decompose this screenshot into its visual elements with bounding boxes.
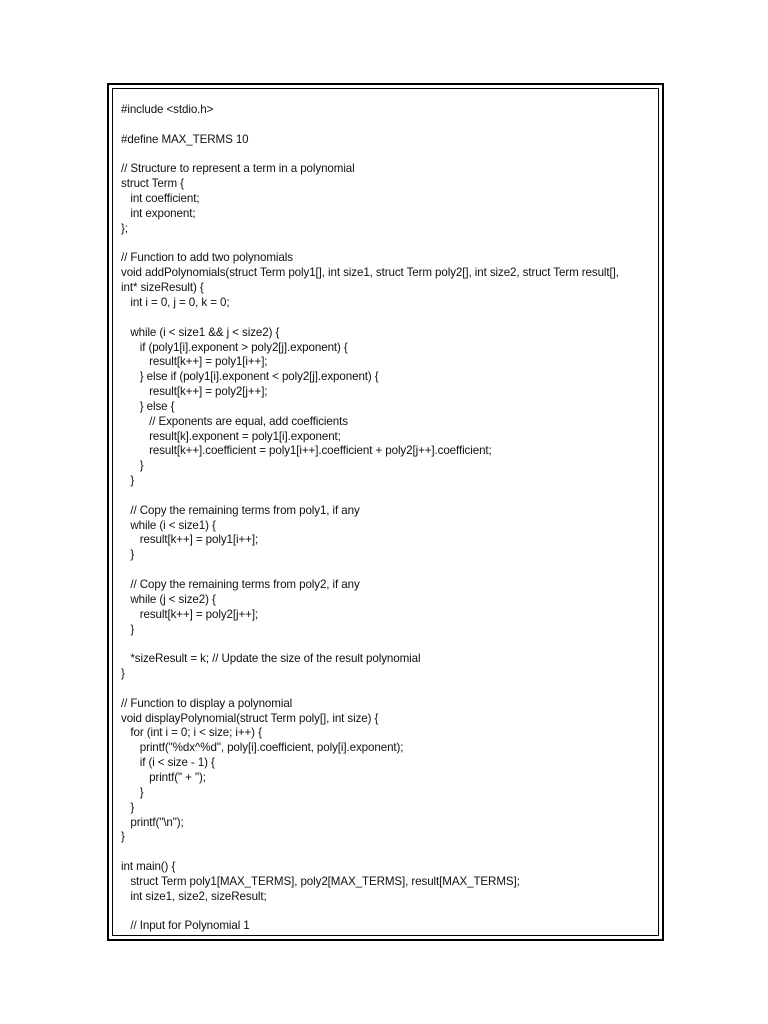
- code-line: printf("\n");: [121, 815, 184, 829]
- code-line: // Copy the remaining terms from poly2, if any: [121, 578, 360, 591]
- code-line: struct Term poly1[MAX_TERMS], poly2[MAX_TERMS], result[MAX_TERMS];: [121, 874, 520, 888]
- code-line: }: [121, 548, 135, 562]
- code-line: }: [121, 800, 135, 814]
- code-line: [121, 682, 656, 697]
- code-line: int* sizeResult) {: [121, 281, 204, 295]
- code-line: #include <stdio.h>: [121, 103, 214, 116]
- code-line: int coefficient;: [121, 192, 200, 206]
- code-line: result[k++].coefficient = poly1[i++].coefficient + poly2[j++].coefficient;: [121, 444, 492, 458]
- code-line: if (i < size - 1) {: [121, 756, 215, 770]
- code-line: result[k++] = poly2[j++];: [121, 607, 259, 621]
- page-inner-border: [112, 88, 659, 936]
- code-line: struct Term {: [121, 177, 184, 191]
- code-line: // Structure to represent a term in a polynomial: [121, 162, 355, 176]
- code-line: [121, 489, 656, 504]
- code-line: result[k++] = poly1[i++];: [121, 533, 259, 547]
- code-line: for (int i = 0; i < size; i++) {: [121, 726, 262, 740]
- code-line: #define MAX_TERMS 10: [121, 132, 249, 146]
- code-line: }: [121, 474, 135, 488]
- code-line: void addPolynomials(struct Term poly1[], int size1, struct Term poly2[], int size2, struct Term result[],: [121, 266, 619, 280]
- code-line: printf(" + ");: [121, 770, 206, 784]
- code-line: [121, 845, 656, 860]
- code-line: void displayPolynomial(struct Term poly[], int size) {: [121, 711, 379, 725]
- code-line: };: [121, 221, 128, 235]
- code-line: result[k++] = poly1[i++];: [121, 355, 268, 369]
- code-line: printf("%dx^%d", poly[i].coefficient, poly[i].exponent);: [121, 741, 404, 755]
- code-line: result[k].exponent = poly1[i].exponent;: [121, 429, 341, 443]
- code-line: int i = 0, j = 0, k = 0;: [121, 295, 230, 309]
- code-line: [121, 118, 656, 133]
- code-line: // Function to display a polynomial: [121, 696, 293, 710]
- code-line: [121, 563, 656, 578]
- code-line: *sizeResult = k; // Update the size of the result polynomial: [121, 652, 421, 666]
- code-line: } else {: [121, 399, 175, 413]
- code-line: // Exponents are equal, add coefficients: [121, 414, 348, 428]
- code-line: [121, 148, 656, 163]
- code-line: while (i < size1) {: [121, 518, 216, 532]
- code-line: [121, 905, 656, 920]
- code-line: // Copy the remaining terms from poly1, if any: [121, 503, 360, 517]
- code-line: if (poly1[i].exponent > poly2[j].exponent) {: [121, 340, 348, 354]
- code-line: int exponent;: [121, 206, 196, 220]
- page-border: [107, 83, 664, 941]
- code-line: } else if (poly1[i].exponent < poly2[j].exponent) {: [121, 370, 379, 384]
- code-line: }: [121, 830, 125, 844]
- code-line: [121, 311, 656, 326]
- code-line: int size1, size2, sizeResult;: [121, 889, 267, 903]
- code-line: // Input for Polynomial 1: [121, 919, 250, 933]
- code-line: }: [121, 667, 125, 681]
- code-listing: [121, 103, 656, 934]
- code-line: [121, 637, 656, 652]
- code-line: }: [121, 622, 135, 636]
- code-line: [121, 237, 656, 252]
- code-line: result[k++] = poly2[j++];: [121, 385, 268, 399]
- code-line: while (j < size2) {: [121, 592, 216, 606]
- code-line: while (i < size1 && j < size2) {: [121, 325, 280, 339]
- code-line: }: [121, 459, 144, 473]
- code-line: }: [121, 785, 144, 799]
- code-line: int main() {: [121, 860, 176, 874]
- code-line: // Function to add two polynomials: [121, 251, 293, 265]
